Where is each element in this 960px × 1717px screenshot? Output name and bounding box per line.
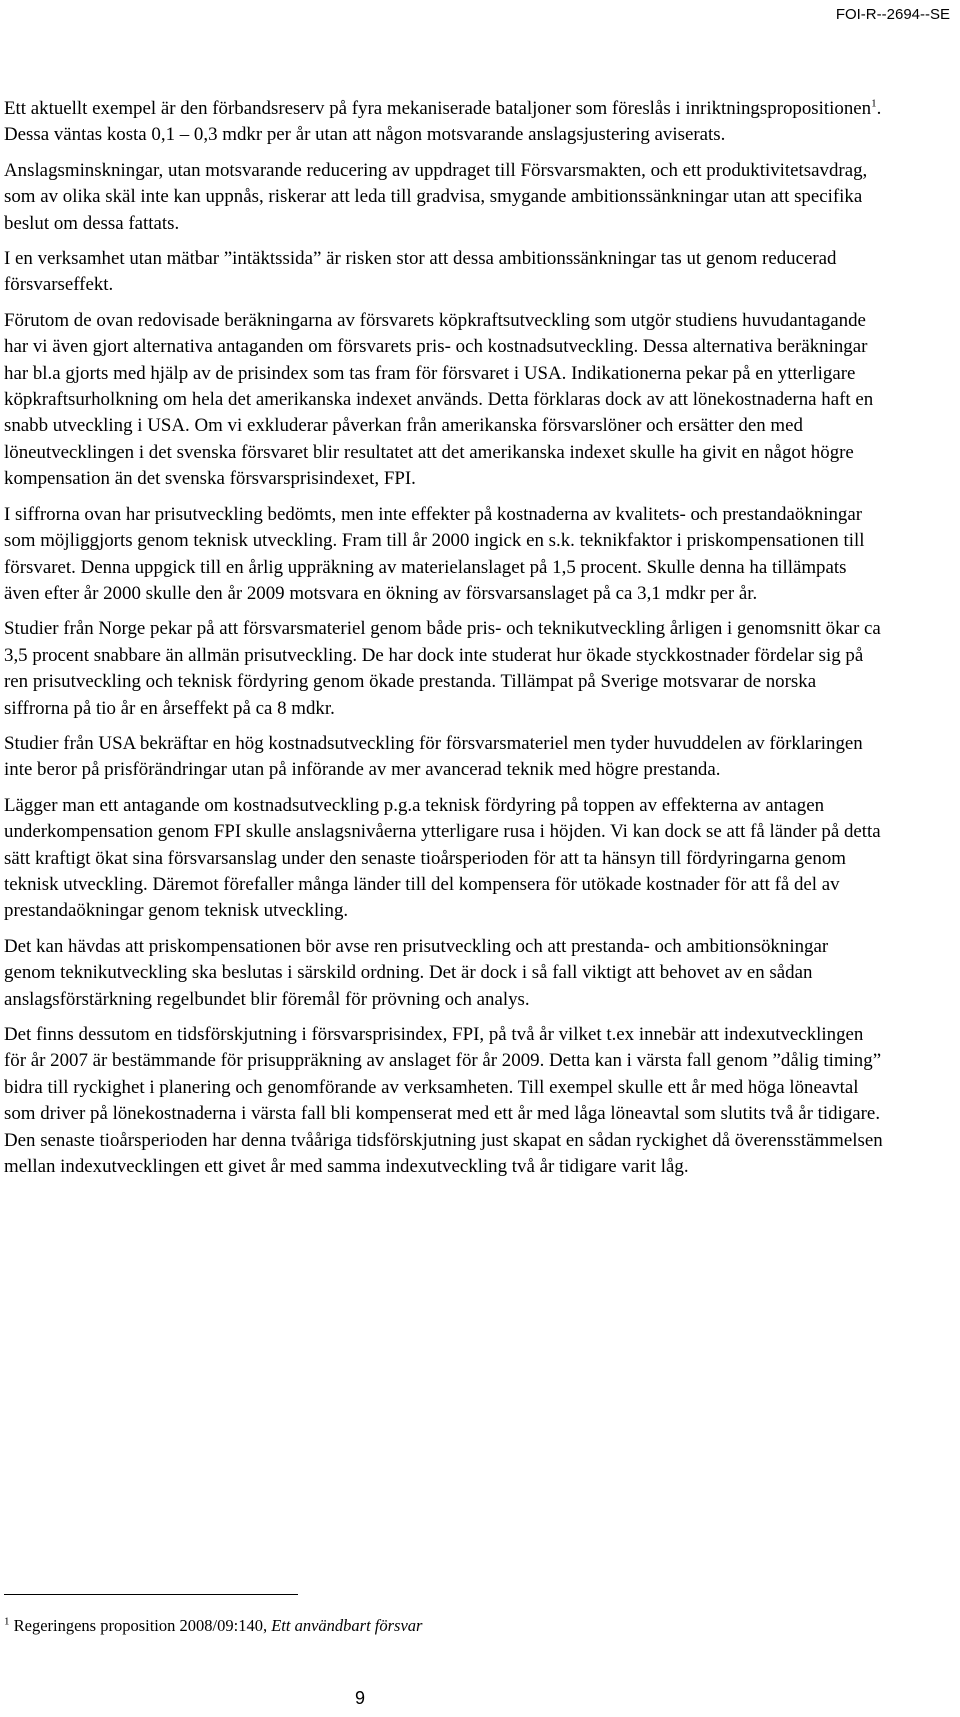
paragraph-6: Studier från Norge pekar på att försvarsmateriel genom både pris- och teknikutveckling årligen i genomsnitt ökar ca 3,5 procent snabbare än allmän prisutveckling. De har dock inte studerat hur ökade styckkostnader fördelar sig på ren prisutveckling och teknisk fördyring genom ökade prestanda. Tillämpat på Sverige motsvarar de norska siffrorna på tio år en årseffekt på ca 8 mdkr. [4,618,881,719]
footnote-separator [4,1594,298,1595]
footnote-title: Ett användbart försvar [271,1616,423,1635]
paragraph-1-text-cont: . Dessa väntas kosta 0,1 – 0,3 mdkr per år utan att någon motsvarande anslagsjustering aviserats. [4,98,882,146]
paragraph-7: Studier från USA bekräftar en hög kostnadsutveckling för försvarsmateriel men tyder huvuddelen av förklaringen inte beror på prisförändringar utan på införande av mer avancerad teknik med högre prestanda. [4,732,863,781]
paragraph-8: Lägger man ett antagande om kostnadsutveckling p.g.a teknisk fördyring på toppen av effekterna av antagen underkompensation genom FPI skulle anslagsnivåerna ytterligare rusa i höjden. Vi kan dock se att få länder på detta sätt kraftigt ökat sina försvarsanslag under den senaste tioårsperioden för att ta hänsyn till fördyringarna genom teknisk utveckling. Däremot förefaller många länder till del kompensera för utökade kostnader för att få del av prestandaökningar genom teknisk utveckling. [4,794,881,922]
report-id-header: FOI-R--2694--SE [835,6,950,23]
paragraph-9: Det kan hävdas att priskompensationen bör avse ren prisutveckling och att prestanda- och ambitionsökningar genom teknikutveckling ska beslutas i särskild ordning. Det är dock i så fall viktigt att behovet av en sådan anslagsförstärkning regelbundet blir föremål för prövning och analys. [4,935,829,1010]
paragraph-10: Det finns dessutom en tidsförskjutning i försvarsprisindex, FPI, på två år vilket t.ex innebär att indexutvecklingen för år 2007 är bestämmande för prisuppräkning av anslaget för år 2009. Detta kan i värsta fall genom ”dålig timing” bidra till ryckighet i planering och genomförande av verksamheten. Till exempel skulle ett år med höga löneavtal som driver på lönekostnaderna i värsta fall bli kompenserat med ett år med låga löneavtal som slutits två år tidigare. Den senaste tioårsperioden har denna tvååriga tidsförskjutning just skapat en sådan ryckighet då överensstämmelsen mellan indexutvecklingen ett givet år med samma indexutveckling två år tidigare varit låg. [4,1024,883,1178]
paragraph-1 [4,96,884,149]
paragraph-4: Förutom de ovan redovisade beräkningarna av försvarets köpkraftsutveckling som utgör studiens huvudantagande har vi även gjort alternativa antaganden om försvarets pris- och kostnadsutveckling. Dessa alternativa beräkningar har bl.a gjorts med hjälp av de prisindex som tas fram för försvaret i USA. Indikationerna pekar på en ytterligare köpkraftsurholkning om hela det amerikanska indexet används. Detta förklaras dock av att lönekostnaderna haft en snabb utveckling i USA. Om vi exkluderar påverkan från amerikanska försvarslöner och ersätter den med löneutvecklingen i det svenska försvaret blir resultatet att det amerikanska indexet skulle ha givit en något högre kompensation än det svenska försvarsprisindexet, FPI. [4,309,874,490]
footnote [4,1616,422,1636]
paragraph-2: Anslagsminskningar, utan motsvarande reducering av uppdraget till Försvarsmakten, och ett produktivitetsavdrag, som av olika skäl inte kan uppnås, riskerar att leda till gradvisa, smygande ambitionssänkningar utan att specifika beslut om dessa fattats. [4,159,868,234]
document-body [4,96,884,1189]
page-number: 9 [354,1688,365,1708]
footnote-reference[interactable]: 1 [871,97,877,110]
paragraph-3: I en verksamhet utan mätbar ”intäktssida” är risken stor att dessa ambitionssänkningar tas ut genom reducerad försvarseffekt. [4,248,837,296]
paragraph-5: I siffrorna ovan har prisutveckling bedömts, men inte effekter på kostnaderna av kvalitets- och prestandaökningar som möjliggjorts genom teknisk utveckling. Fram till år 2000 ingick en s.k. teknikfaktor i priskompensationen till försvaret. Denna uppgick till en årlig uppräkning av materielanslaget på 1,5 procent. Skulle denna ha tillämpats även efter år 2000 skulle den år 2009 motsvara en ökning av försvarsanslaget på ca 3,1 mdkr per år. [4,503,865,604]
paragraph-1-text: Ett aktuellt exempel är den förbandsreserv på fyra mekaniserade bataljoner som föreslås i inriktningspropositionen [4,98,872,119]
footnote-text: Regeringens proposition 2008/09:140, [9,1616,272,1635]
footnote-number: 1 [4,1615,10,1628]
